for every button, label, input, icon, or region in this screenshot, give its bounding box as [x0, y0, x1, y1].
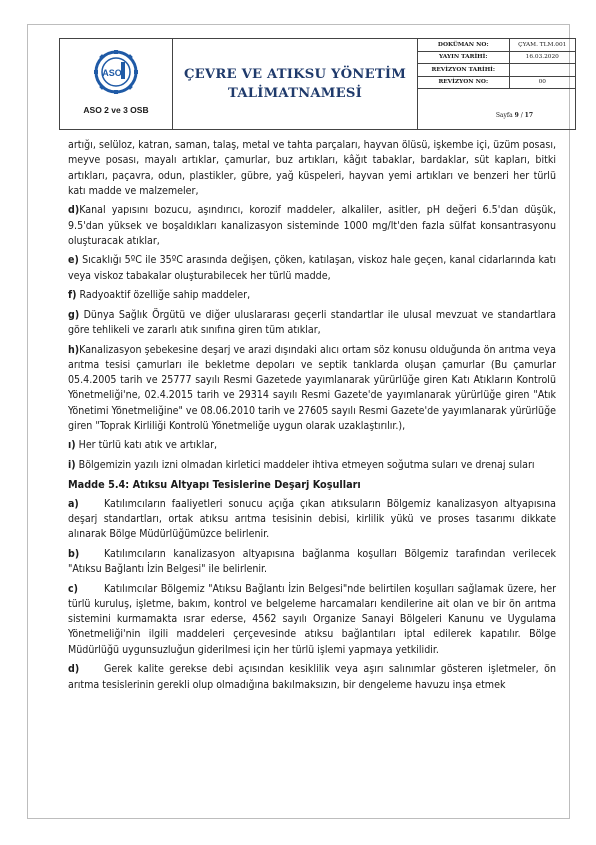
condition-a: a) Katılımcıların faaliyetleri sonucu açığa çıkan atıksuların Bölgemiz kanalizasyon altyapısına deşarj standartları, ortak atıksu arıtma tesisinin debisi, kirlilik yükü ve proses tasarımı dikkate alınarak Bölge Müdürlüğümüzce belirlenir.: [68, 497, 556, 541]
organization-name: ASO 2 ve 3 OSB: [83, 105, 149, 115]
meta-row-revision-date: [418, 64, 575, 77]
item-e: e) Sıcaklığı 5ºC ile 35ºC arasında değişen, çöken, katılaşan, viskoz hale geçen, kanal cidarlarında katı veya viskoz tabakalar oluşturabilecek her türlü madde,: [68, 254, 556, 282]
section-heading: Madde 5.4: Atıksu Altyapı Tesislerine Deşarj Koşulları: [68, 478, 361, 492]
title-line-2: TALİMATNAMESİ: [228, 86, 362, 101]
meta-row-publish-date: [418, 51, 575, 64]
title-line-1: ÇEVRE VE ATIKSU YÖNETİM: [183, 67, 406, 82]
item-d: d)Kanal yapısını bozucu, aşındırıcı, korozif maddeler, alkaliler, asitler, pH değeri 6.5'dan düşük, 9.5'dan yüksek ve boşaldıkları kanalizasyon sisteminde 1000 mg/lt'den fazla sülfat konsantrasyonu oluşturacak atıklar,: [68, 204, 556, 247]
condition-c: c) Katılımcılar Bölgemiz "Atıksu Bağlantı İzin Belgesi"nde belirtilen koşulları sağlamak üzere, her türlü kuruluş, işletme, bakım, kontrol ve belgeleme harcamaları kendilerine ait olan ve bir ön arıtma sistemini kurmamakta ısrar ederse, 4562 sayılı Organize Sanayi Bölgeleri Kanunu ve Uygulama Yönetmeliği'nin ilgili maddeleri çerçevesinde atıksu bağlantıları iptal edilerek kapatılır. Bölge Müdürlüğü uygunsuzluğun giderilmesi için her türlü işlemi yapmaya yetkilidir.: [68, 582, 556, 656]
item-g: g) Dünya Sağlık Örgütü ve diğer uluslararası geçerli standartlar ile ulusal mevzuat ve standartlara göre tehlikeli ve zararlı atık sınıfına giren tüm atıklar,: [68, 308, 556, 337]
meta-label: REVİZYON TARİHİ:: [418, 64, 509, 77]
item-h: h)Kanalizasyon şebekesine deşarj ve arazi dışındaki alıcı ortam söz konusu olduğunda ön arıtma veya arıtma tesisi çamurları ile bekletme depoları ve septik tanklarda oluşan çamurlar (Bu çamurlar 05.4.2005 tarih ve 25777 sayılı Resmi Gazetede yayımlanarak yürürlüğe giren Katı Atıkların Kontrolü Yönetmeliği'ne, 02.4.2015 tarih ve 29314 sayılı Resmi Gazete'de yayımlanarak yürürlüğe giren "Atık Yönetimi Yönetmeliğine" ve 08.06.2010 tarih ve 27605 sayılı Resmi Gazete'de yayımlanarak yürürlüğe giren "Toprak Kirliliği Kontrolü Yönetmeliğe uygun olarak uzaklaştırılır.),: [68, 343, 556, 432]
condition-d: d) Gerek kalite gerekse debi açısından kesiklilik veya aşırı salınımlar gösteren işletmeler, ön arıtma tesislerinin gerekli olup olmadığına bakılmaksızın, bir dengeleme havuzu inşa etmek: [68, 663, 556, 691]
item-i: i) Bölgemizin yazılı izni olmadan kirletici maddeler ihtiva etmeyen soğutma suları ve drenaj suları: [68, 458, 535, 471]
condition-b: b) Katılımcıların kanalizasyon altyapısına bağlanma koşulları Bölgemiz tarafından verilecek "Atıksu Bağlantı İzin Belgesi" ile belirlenir.: [68, 547, 556, 576]
meta-label: YAYIN TARİHİ:: [418, 51, 509, 64]
meta-value: ÇYAM. TLM.001: [509, 39, 575, 51]
meta-value: 00: [509, 76, 575, 89]
meta-label: REVİZYON NO:: [418, 76, 509, 89]
meta-value: 16.03.2020: [509, 51, 575, 64]
document-title: [173, 39, 418, 129]
paragraph-continuation: artığı, selüloz, katran, saman, talaş, metal ve tahta parçaları, hayvan ölüsü, işkembe içi, üzüm posası, meyve posası, mayalı artıklar, çamurlar, buz artıkları, kâğıt tabaklar, bardaklar, süt kapları, bitki artıkları, paçavra, odun, plastikler, gübre, yağ küspeleri, hayvan yemi artıkları ve benzeri her türlü katı madde ve malzemeler,: [68, 139, 556, 197]
document-meta: [418, 39, 575, 129]
aso-logo-icon: [93, 49, 139, 95]
meta-row-doc-no: [418, 39, 575, 51]
meta-row-revision-no: [418, 76, 575, 89]
logo-text: ASO: [102, 68, 122, 78]
logo-cell: [60, 39, 173, 129]
document-header: [59, 38, 576, 130]
item-dotless-i: ı) Her türlü katı atık ve artıklar,: [68, 439, 218, 452]
meta-table: [418, 39, 575, 89]
page-number: Sayfa 9 / 17: [495, 112, 533, 119]
item-f: f) Radyoaktif özelliğe sahip maddeler,: [68, 289, 251, 302]
document-body: [68, 138, 556, 697]
meta-label: DOKÜMAN NO:: [418, 39, 509, 51]
meta-value: [509, 64, 575, 77]
